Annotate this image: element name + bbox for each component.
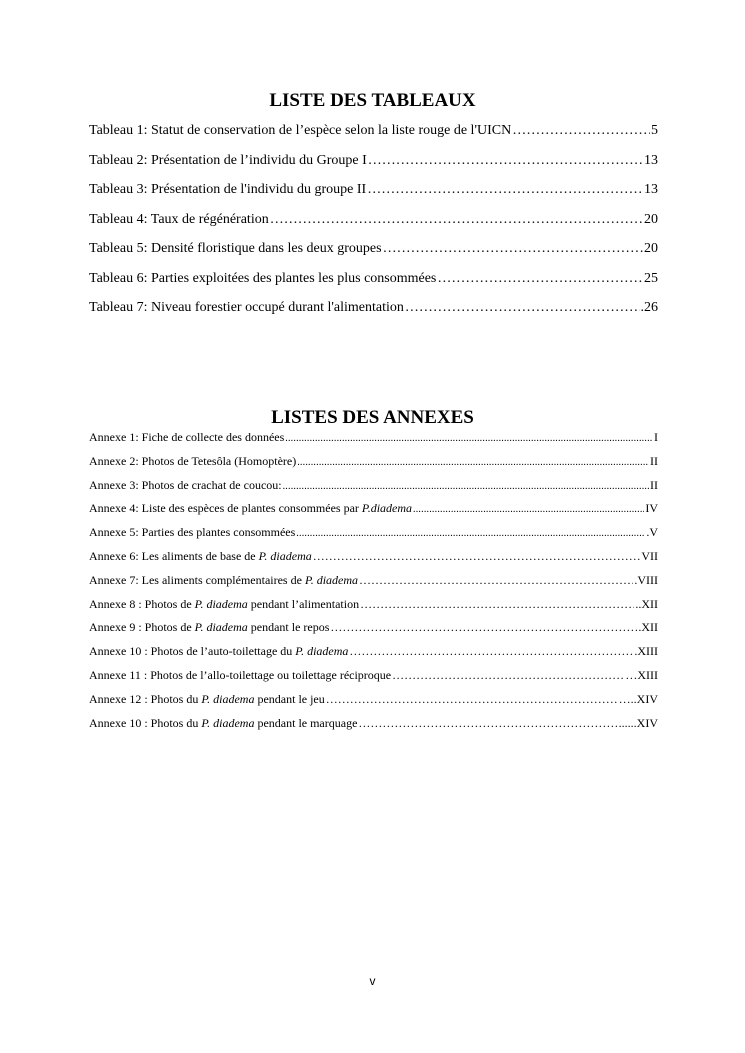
table-entry-page: 25: [644, 270, 658, 286]
annex-entry-label: Annexe 11 : Photos de l’allo-toilettage ou toilettage réciproque: [89, 667, 392, 682]
annex-entry-label: Annexe 2: Photos de Tetesôla (Homoptère): [89, 453, 297, 468]
annex-entry[interactable]: [89, 692, 658, 716]
dot-leader: [367, 182, 643, 198]
table-entry-label: Tableau 2: Présentation de l’individu du Groupe I: [89, 152, 367, 168]
table-entry-label: Tableau 7: Niveau forestier occupé durant l'alimentation: [89, 300, 404, 315]
annex-entry-label: Annexe 10 : Photos du P. diadema pendant le marquage: [89, 715, 358, 730]
annexes-list: [89, 430, 658, 739]
dot-leader: [296, 525, 645, 540]
annex-entry[interactable]: [89, 668, 658, 692]
annex-entry-page: .XIII: [634, 644, 658, 659]
dot-leader: [392, 668, 624, 683]
annex-entry-page: .V: [646, 525, 658, 540]
dot-leader: [270, 212, 643, 228]
annex-entry-label: Annexe 7: Les aliments complémentaires de P. diadema: [89, 572, 359, 587]
annex-entry-page: VII: [641, 548, 658, 563]
annex-entry-page: IV: [645, 501, 658, 516]
tables-list-heading: LISTE DES TABLEAUX: [269, 90, 476, 111]
dot-leader: [313, 549, 641, 564]
dot-leader: [512, 123, 650, 139]
annex-entry[interactable]: [89, 549, 658, 573]
annex-entry-label: Annexe 12 : Photos du P. diadema pendant le jeu: [89, 691, 325, 706]
table-entry[interactable]: [89, 153, 658, 183]
dot-leader: [359, 573, 633, 588]
page-number: v: [369, 974, 376, 988]
table-entry[interactable]: [89, 212, 658, 242]
annex-entry[interactable]: [89, 716, 658, 740]
annex-entry[interactable]: [89, 620, 658, 644]
dot-leader: [297, 454, 649, 469]
annex-entry[interactable]: [89, 525, 658, 549]
annex-entry[interactable]: [89, 478, 658, 502]
table-entry-page: 13: [644, 182, 658, 197]
annex-entry[interactable]: [89, 501, 658, 525]
table-entry[interactable]: [89, 182, 658, 212]
dot-leader: [437, 271, 643, 287]
annex-entry-page: …..XIV: [618, 691, 658, 706]
annex-entry[interactable]: [89, 644, 658, 668]
table-entry[interactable]: [89, 241, 658, 271]
annex-entry-page: .XII: [638, 620, 658, 635]
dot-leader: [413, 501, 644, 516]
table-entry-page: 20: [644, 241, 658, 256]
annex-entry-label: Annexe 8 : Photos de P. diadema pendant l’alimentation: [89, 596, 360, 611]
annex-entry-label: Annexe 1: Fiche de collecte des données: [89, 430, 285, 444]
annex-entry-page: I: [654, 430, 658, 444]
table-entry-page: 13: [644, 152, 658, 168]
annex-entry-page: ......XIV: [618, 715, 658, 730]
annex-entry-page: .VIII: [634, 572, 658, 587]
table-entry[interactable]: [89, 123, 658, 153]
annex-entry-label: Annexe 6: Les aliments de base de P. diadema: [89, 548, 312, 563]
table-entry-page: .26: [640, 300, 658, 315]
annexes-list-heading: LISTES DES ANNEXES: [271, 407, 474, 428]
annex-entry-page: II: [650, 477, 658, 492]
annex-entry[interactable]: [89, 573, 658, 597]
annex-entry-page: II: [650, 453, 658, 468]
dot-leader: [358, 716, 617, 731]
table-entry-label: Tableau 4: Taux de régénération: [89, 211, 269, 227]
table-entry-label: Tableau 3: Présentation de l'individu du groupe II: [89, 182, 367, 197]
annex-entry-label: Annexe 4: Liste des espèces de plantes consommées par P.diadema: [89, 501, 413, 516]
dot-leader: [283, 478, 649, 493]
annex-entry[interactable]: [89, 597, 658, 621]
annex-entry-label: Annexe 9 : Photos de P. diadema pendant le repos: [89, 620, 330, 635]
dot-leader: [349, 644, 633, 659]
dot-leader: [383, 241, 643, 257]
annex-entry-label: Annexe 10 : Photos de l’auto-toilettage du P. diadema: [89, 644, 349, 659]
dot-leader: [285, 430, 653, 445]
tables-list: [89, 123, 658, 330]
table-entry-page: 20: [644, 211, 658, 227]
table-entry[interactable]: [89, 271, 658, 301]
annex-entry-label: Annexe 5: Parties des plantes consommées: [89, 525, 296, 540]
dot-leader: [326, 692, 618, 707]
annex-entry-label: Annexe 3: Photos de crachat de coucou:: [89, 477, 282, 492]
table-entry-label: Tableau 1: Statut de conservation de l’espèce selon la liste rouge de l'UICN: [89, 123, 512, 138]
dot-leader: [330, 620, 637, 635]
dot-leader: [360, 597, 634, 612]
table-entry-page: 5: [651, 123, 658, 138]
annex-entry[interactable]: [89, 454, 658, 478]
table-entry-label: Tableau 6: Parties exploitées des plantes les plus consommées: [89, 270, 437, 286]
annex-entry-page: …XIII: [625, 667, 658, 682]
dot-leader: [368, 153, 643, 169]
annex-entry-page: ..XII: [635, 596, 658, 611]
annex-entry[interactable]: [89, 430, 658, 454]
table-entry-label: Tableau 5: Densité floristique dans les deux groupes: [89, 241, 382, 256]
table-entry[interactable]: [89, 300, 658, 330]
dot-leader: [405, 300, 640, 316]
